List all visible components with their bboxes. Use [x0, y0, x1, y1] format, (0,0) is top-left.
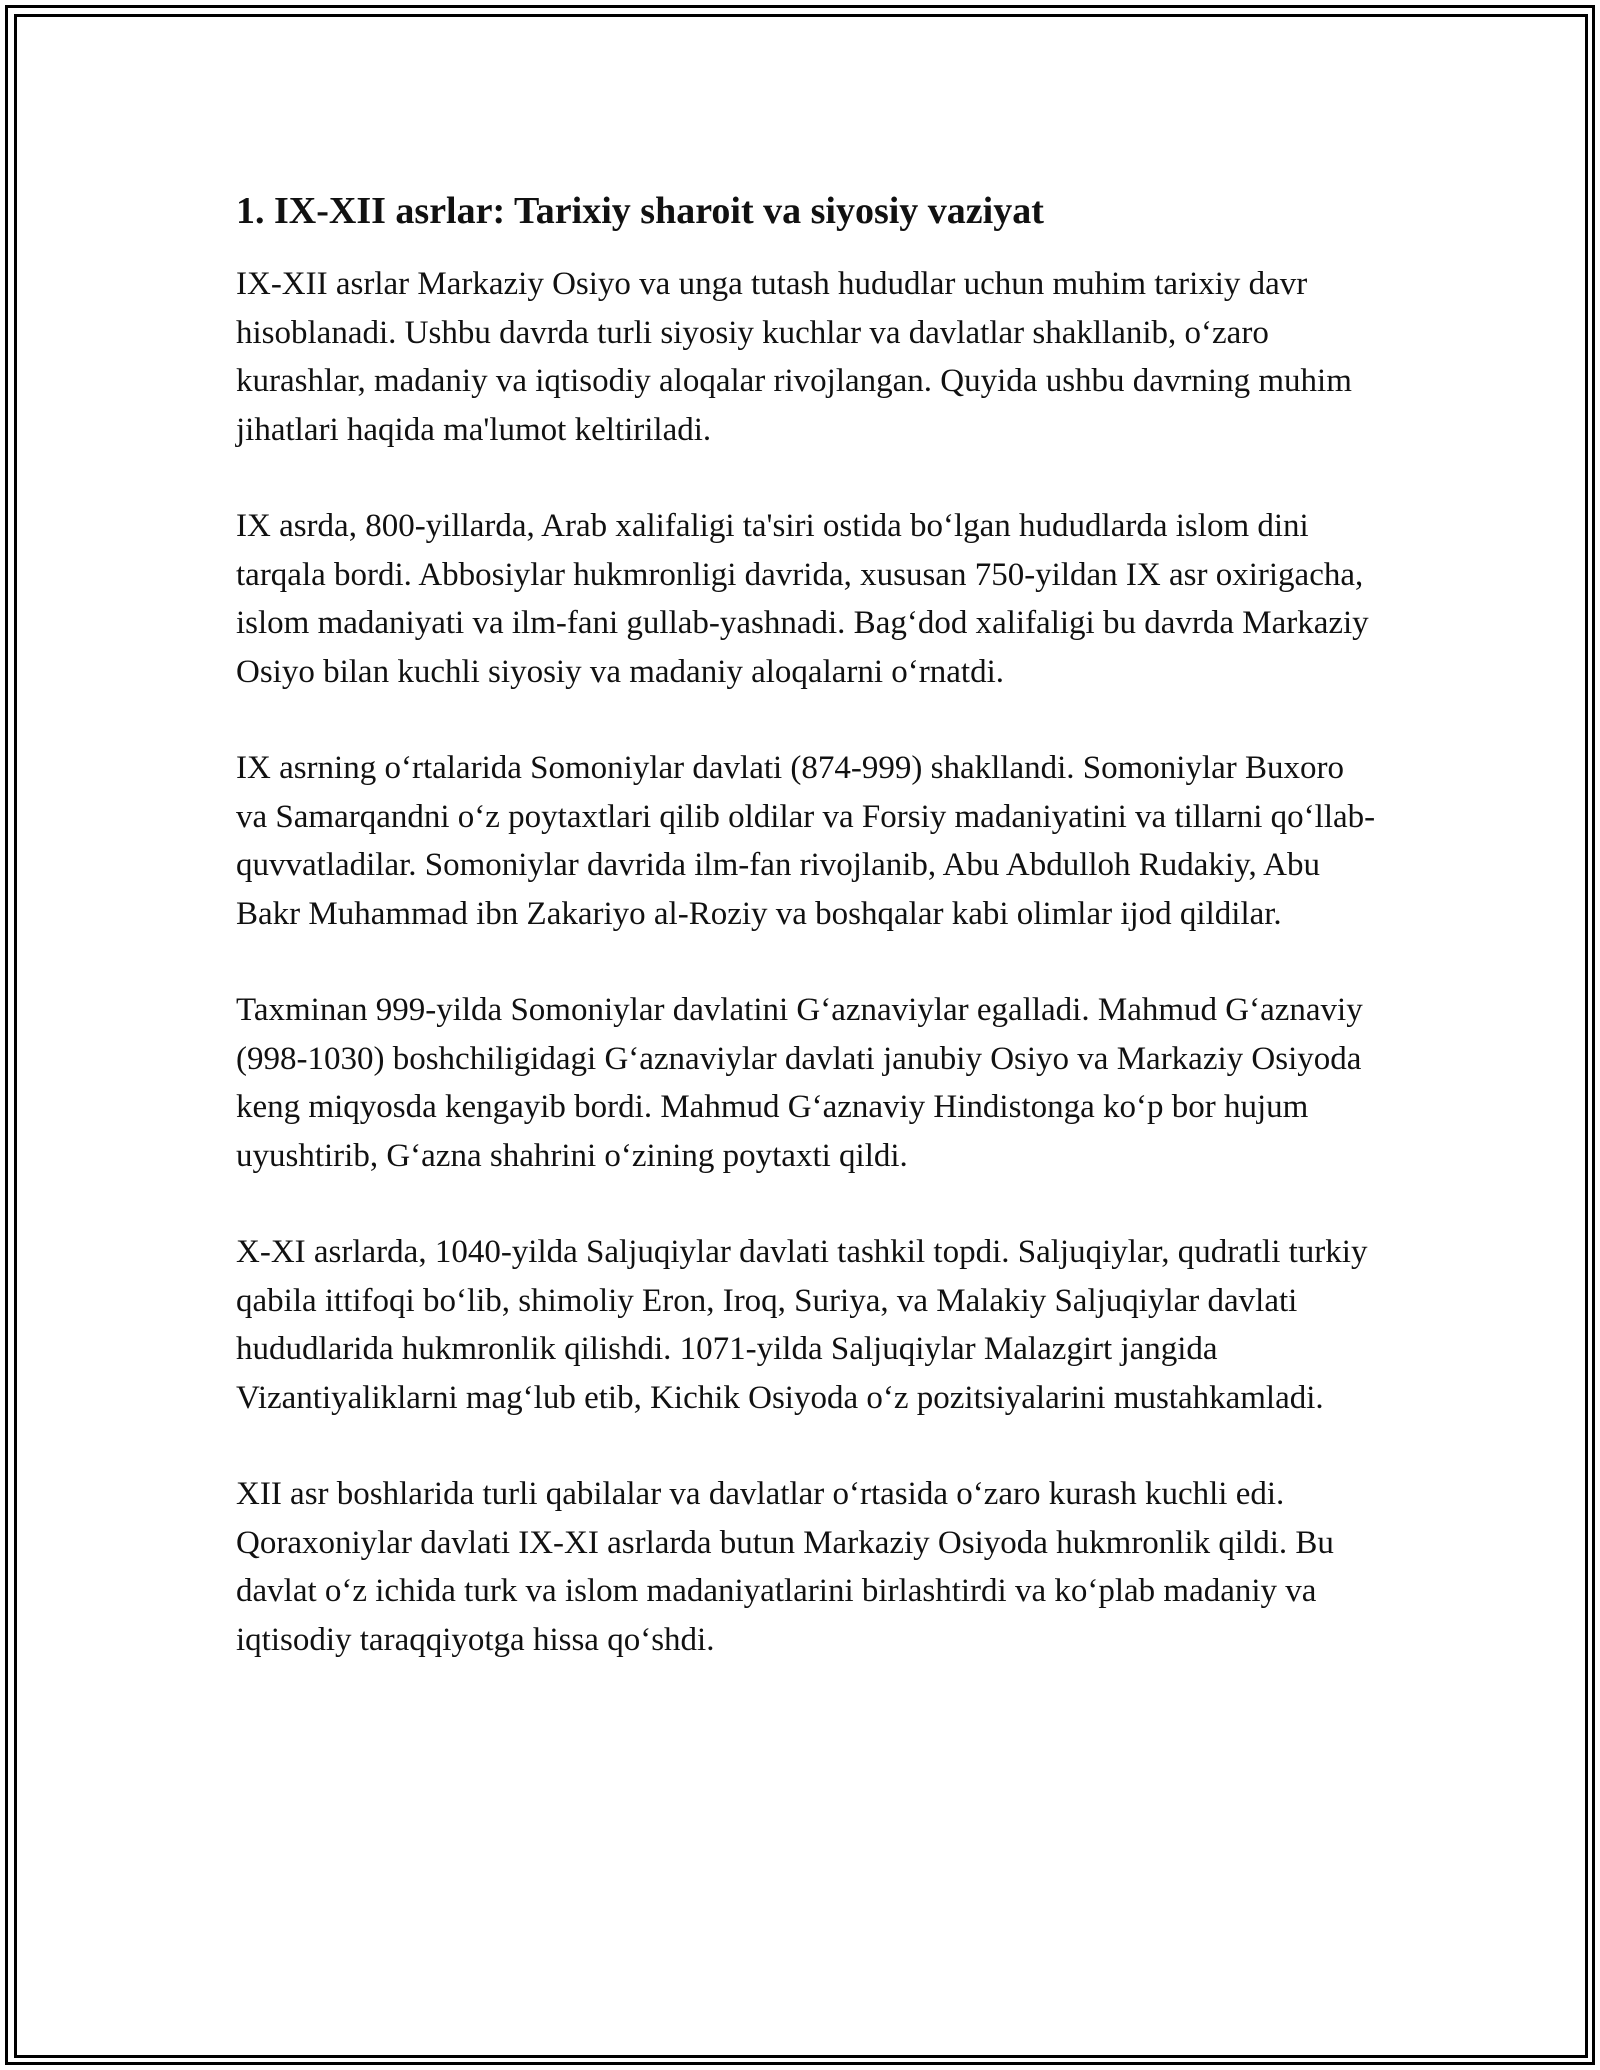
paragraph-samanids: IX asrning o‘rtalarida Somoniylar davlati (874-999) shakllandi. Somoniylar Buxoro va Samarqandni o‘z poytaxtlari qilib oldilar va Forsiy madaniyatini va tillarni qo‘llab-quvvatladilar. Somoniylar davrida ilm-fan rivojlanib, Abu Abdulloh Rudakiy, Abu Bakr Muhammad ibn Zakariyo al-Roziy va boshqalar kabi olimlar ijod qildilar.	[236, 750, 1376, 932]
paragraph-ghaznavids: Taxminan 999-yilda Somoniylar davlatini G‘aznaviylar egalladi. Mahmud G‘aznaviy (998-1030) boshchiligidagi G‘aznaviylar davlati janubiy Osiyo va Markaziy Osiyoda keng miqyosda kengayib bordi. Mahmud G‘aznaviy Hindistonga ko‘p bor hujum uyushtirib, G‘azna shahrini o‘zining poytaxti qildi.	[236, 992, 1363, 1174]
paragraph-intro: IX-XII asrlar Markaziy Osiyo va unga tutash hududlar uchun muhim tarixiy davr hisoblanadi. Ushbu davrda turli siyosiy kuchlar va davlatlar shakllanib, o‘zaro kurashlar, madaniy va iqtisodiy aloqalar rivojlangan. Quyida ushbu davrning muhim jihatlari haqida ma'lumot keltiriladi.	[236, 266, 1352, 448]
paragraph-arab-caliphate: IX asrda, 800-yillarda, Arab xalifaligi ta'siri ostida bo‘lgan hududlarda islom dini tarqala bordi. Abbosiylar hukmronligi davrida, xususan 750-yildan IX asr oxirigacha, islom madaniyati va ilm-fani gullab-yashnadi. Bag‘dod xalifaligi bu davrda Markaziy Osiyo bilan kuchli siyosiy va madaniy aloqalarni o‘rnatdi.	[236, 508, 1369, 690]
paragraph-seljuks: X-XI asrlarda, 1040-yilda Saljuqiylar davlati tashkil topdi. Saljuqiylar, qudratli turkiy qabila ittifoqi bo‘lib, shimoliy Eron, Iroq, Suriya, va Malakiy Saljuqiylar davlati hududlarida hukmronlik qilishdi. 1071-yilda Saljuqiylar Malazgirt jangida Vizantiyaliklarni mag‘lub etib, Kichik Osiyoda o‘z pozitsiyalarini mustahkamladi.	[236, 1234, 1368, 1416]
document-body	[236, 186, 1376, 1712]
paragraph-karakhanids: XII asr boshlarida turli qabilalar va davlatlar o‘rtasida o‘zaro kurash kuchli edi. Qoraxoniylar davlati IX-XI asrlarda butun Markaziy Osiyoda hukmronlik qildi. Bu davlat o‘z ichida turk va islom madaniyatlarini birlashtirdi va ko‘plab madaniy va iqtisodiy taraqqiyotga hissa qo‘shdi.	[236, 1476, 1334, 1658]
section-heading: 1. IX-XII asrlar: Tarixiy sharoit va siyosiy vaziyat	[236, 190, 1044, 232]
